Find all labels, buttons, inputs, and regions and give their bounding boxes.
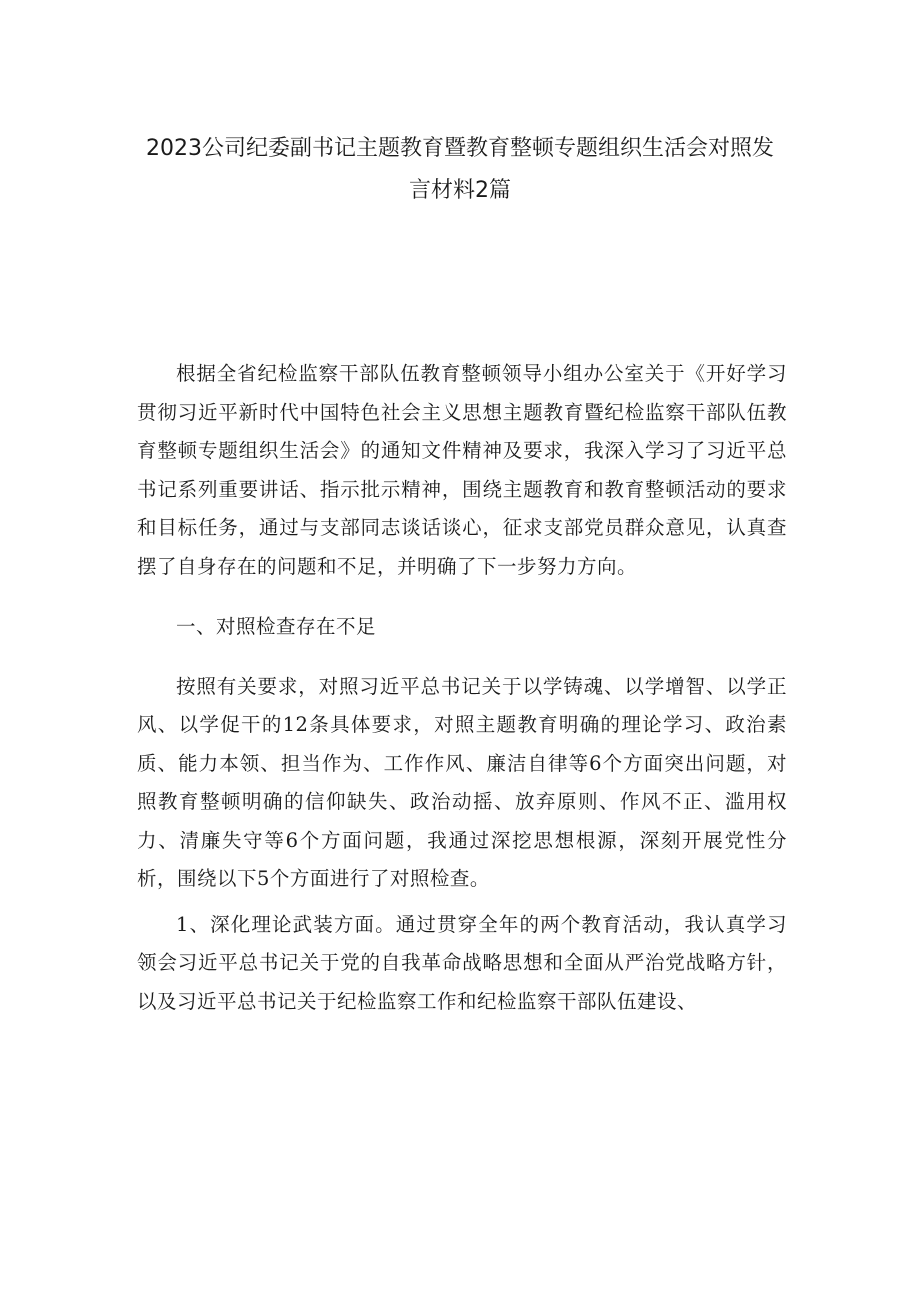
intro-paragraph: 根据全省纪检监察干部队伍教育整顿领导小组办公室关于《开好学习贯彻习近平新时代中国特色社会主义思想主题教育暨纪检监察干部队伍教育整顿专题组织生活会》的通知文件精神及要求，我深入学习了习近平总书记系列重要讲话、指示批示精神，围绕主题教育和教育整顿活动的要求和目标任务，通过与支部同志谈话谈心，征求支部党员群众意见，认真查摆了自身存在的问题和不足，并明确了下一步努力方向。 (137, 362, 787, 578)
document-body (137, 355, 787, 1021)
section-1-heading: 一、对照检查存在不足 (176, 615, 377, 638)
title-line-1: 2023公司纪委副书记主题教育暨教育整顿专题组织生活会对照发 (146, 136, 774, 161)
title-line-2: 言材料2篇 (409, 178, 511, 203)
section-1-paragraph: 按照有关要求，对照习近平总书记关于以学铸魂、以学增智、以学正风、以学促干的12条具体要求，对照主题教育明确的理论学习、政治素质、能力本领、担当作为、工作作风、廉洁自律等6个方面突出问题，对照教育整顿明确的信仰缺失、政治动摇、放弃原则、作风不正、滥用权力、清廉失守等6个方面问题，我通过深挖思想根源，深刻开展党性分析，围绕以下5个方面进行了对照检查。 (137, 674, 787, 890)
item-1-paragraph: 1、深化理论武装方面。通过贯穿全年的两个教育活动，我认真学习领会习近平总书记关于党的自我革命战略思想和全面从严治党战略方针，以及习近平总书记关于纪检监察工作和纪检监察干部队伍建设、 (137, 912, 787, 1013)
document-title (120, 128, 800, 212)
